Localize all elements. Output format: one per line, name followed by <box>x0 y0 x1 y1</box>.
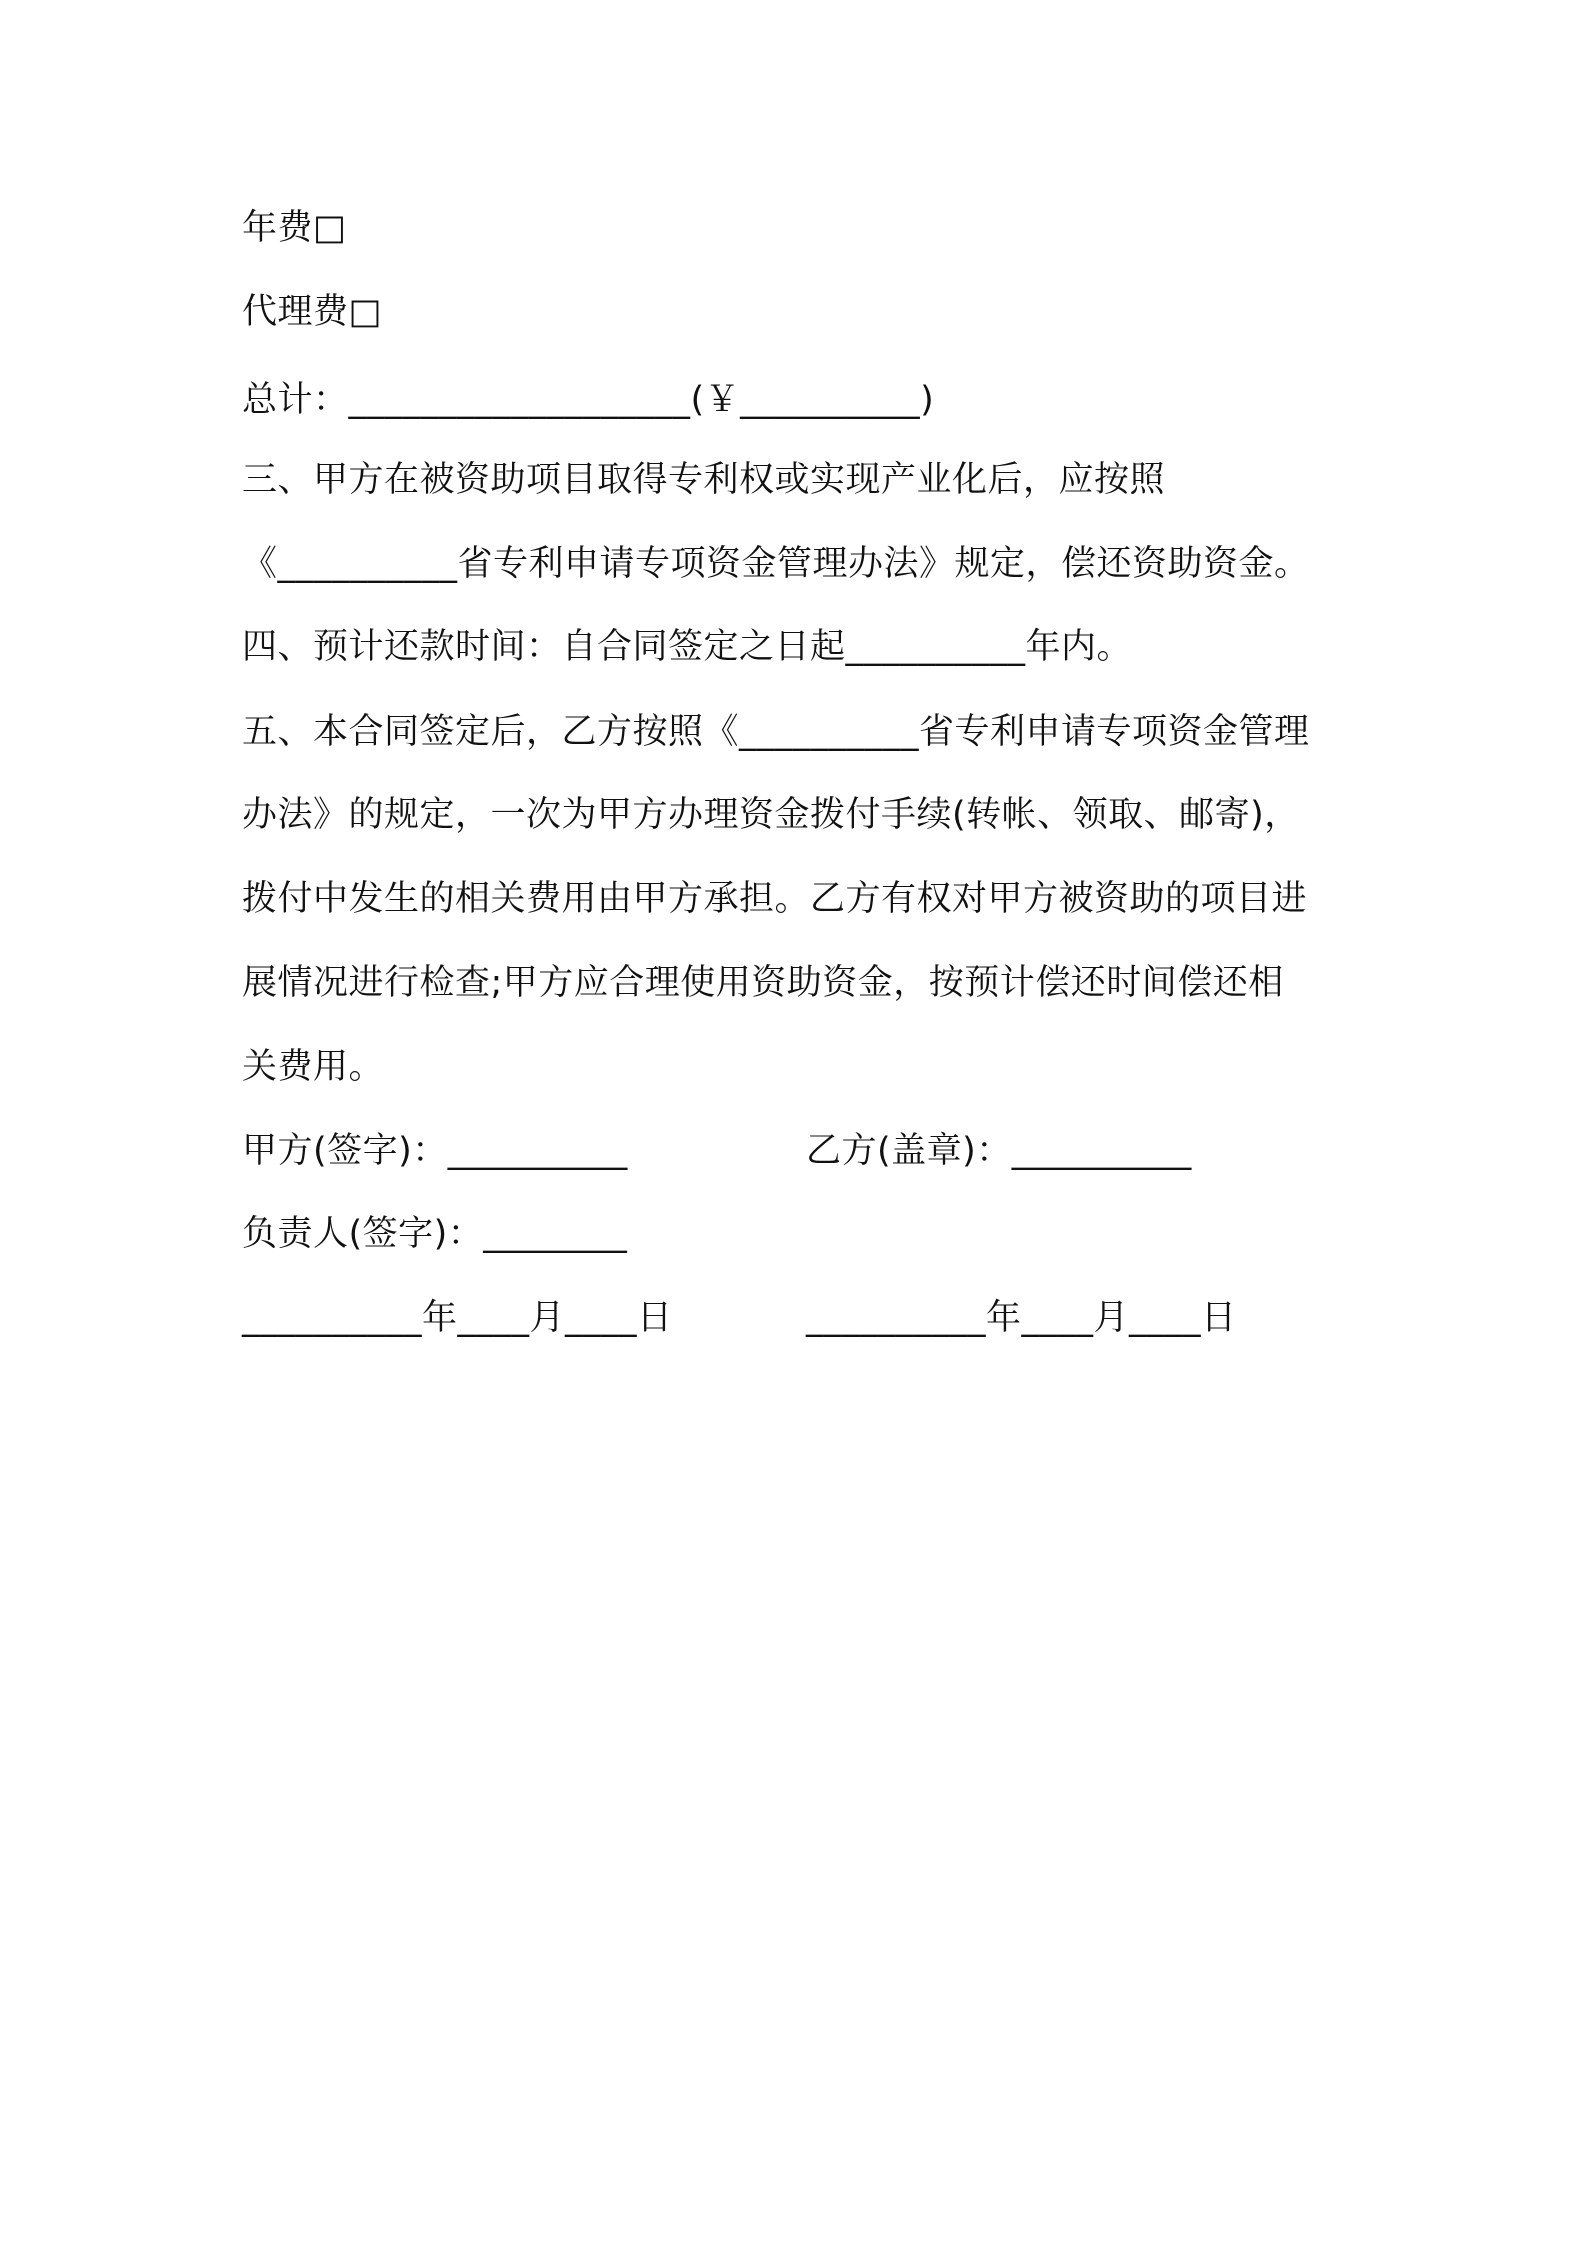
clause-3-line-2: 《__________省专利申请专项资金管理办法》规定，偿还资助资金。 <box>242 544 1310 584</box>
clause-5-line-1: 五、本合同签定后，乙方按照《__________省专利申请专项资金管理 <box>242 712 1310 752</box>
responsible-person-signature: 负责人(签字)：________ <box>242 1214 628 1254</box>
clause-5-line-3: 拨付中发生的相关费用由甲方承担。乙方有权对甲方被资助的项目进 <box>242 879 1308 919</box>
agency-fee-line: 代理费□ <box>242 292 383 332</box>
total-line: 总计：___________________(￥__________) <box>242 380 935 420</box>
party-a-signature: 甲方(签字)：__________ <box>242 1131 628 1171</box>
clause-3-line-1: 三、甲方在被资助项目取得专利权或实现产业化后，应按照 <box>242 460 1166 500</box>
clause-5-line-4: 展情况进行检查;甲方应合理使用资助资金，按预计偿还时间偿还相 <box>242 963 1284 1003</box>
clause-5-line-2: 办法》的规定，一次为甲方办理资金拨付手续(转帐、领取、邮寄)， <box>242 795 1300 835</box>
clause-5-line-5: 关费用。 <box>242 1047 385 1087</box>
party-b-date: __________年____月____日 <box>806 1298 1237 1338</box>
clause-4-line: 四、预计还款时间：自合同签定之日起__________年内。 <box>242 627 1133 667</box>
party-b-seal: 乙方(盖章)：__________ <box>806 1131 1192 1171</box>
party-a-date: __________年____月____日 <box>242 1298 673 1338</box>
annual-fee-line: 年费□ <box>242 208 347 248</box>
